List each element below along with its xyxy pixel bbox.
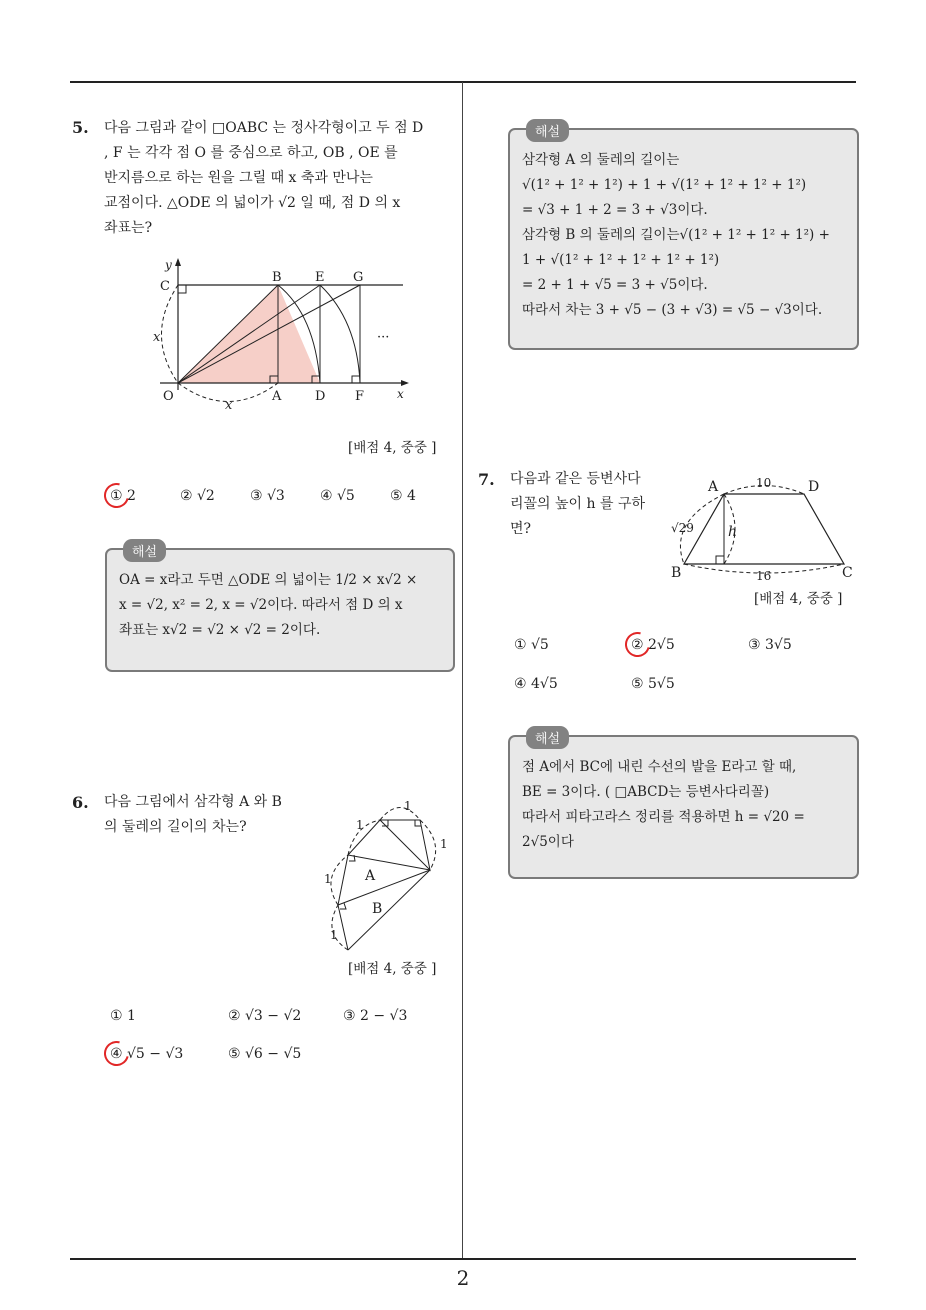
q7-solution-box <box>508 732 859 879</box>
q7-fig-a: A <box>708 479 719 495</box>
q5-fig-c: C <box>160 279 170 294</box>
q5-text <box>104 116 454 241</box>
q7-fig-d: D <box>808 479 820 495</box>
column-divider <box>462 82 463 1260</box>
solution-line: 좌표는 x√2 = √2 × √2 = 2이다. <box>119 622 321 638</box>
q6-choice-2[interactable]: ② √3 − √2 <box>228 1008 302 1024</box>
q6-line: 다음 그림에서 삼각형 A 와 B <box>104 794 282 810</box>
q6-fig-one: 1 <box>356 818 364 832</box>
solution-line: 1 + √(1² + 1² + 1² + 1² + 1²) <box>522 252 720 268</box>
q5-fig-x-axis: x <box>397 387 404 401</box>
q5-line: 좌표는? <box>104 220 153 236</box>
q5-choice-3[interactable]: ③ √3 <box>250 488 285 504</box>
q7-line: 리꼴의 높이 h 를 구하 <box>510 496 646 512</box>
q5-solution-text <box>119 568 449 643</box>
q6-fig-b: B <box>372 901 383 917</box>
q7-choice-5[interactable]: ⑤ 5√5 <box>631 676 675 692</box>
answer-mark <box>99 478 133 512</box>
q7-text <box>510 467 660 542</box>
q6-fig-one: 1 <box>440 837 448 851</box>
q6-score: [배점 4, 중중 ] <box>348 961 437 977</box>
q6-number: 6. <box>72 793 89 812</box>
solution-line: 따라서 차는 3 + √5 − (3 + √3) = √5 − √3이다. <box>522 302 823 318</box>
q5-fig-y: y <box>165 258 172 272</box>
solution-line: = √3 + 1 + 2 = 3 + √3이다. <box>522 202 708 218</box>
q7-choice-4[interactable]: ④ 4√5 <box>514 676 558 692</box>
q7-score: [배점 4, 중중 ] <box>754 591 843 607</box>
q5-fig-d: D <box>315 389 326 404</box>
answer-mark <box>620 627 654 661</box>
q6-line: 의 둘레의 길이의 차는? <box>104 819 247 835</box>
solution-line: x = √2, x² = 2, x = √2이다. 따라서 점 D 의 x <box>119 597 403 613</box>
q7-line: 면? <box>510 521 532 537</box>
q7-fig-side: √29 <box>671 521 694 535</box>
q5-fig-side-x: x <box>153 330 161 345</box>
q6-choice-1[interactable]: ① 1 <box>110 1008 136 1024</box>
q7-fig-h: h <box>728 524 738 540</box>
q6-fig-one: 1 <box>330 928 338 942</box>
q7-fig-top: 10 <box>756 476 772 490</box>
q5-figure <box>145 255 415 415</box>
q5-choice-1[interactable]: ① 2 <box>110 488 136 504</box>
q6-solution-text <box>522 148 852 323</box>
q6-choice-3[interactable]: ③ 2 − √3 <box>343 1008 408 1024</box>
q5-solution-box <box>105 545 455 672</box>
bottom-rule <box>70 1258 856 1260</box>
q7-fig-b: B <box>671 565 682 581</box>
q6-text <box>104 790 334 840</box>
q7-fig-bottom: 16 <box>756 569 772 583</box>
q5-fig-bottom-x: x <box>225 398 233 413</box>
q6-solution-box <box>508 125 859 350</box>
solution-line: √(1² + 1² + 1²) + 1 + √(1² + 1² + 1² + 1²) <box>522 177 807 193</box>
q6-fig-a: A <box>365 868 376 884</box>
q5-fig-g: G <box>353 270 364 285</box>
q5-line: 다음 그림과 같이 □OABC 는 정사각형이고 두 점 D <box>104 120 424 136</box>
solution-line: 삼각형 B 의 둘레의 길이는√(1² + 1² + 1² + 1²) + <box>522 227 830 243</box>
solution-line: 점 A에서 BC에 내린 수선의 발을 E라고 할 때, <box>522 759 797 775</box>
q5-choice-2[interactable]: ② √2 <box>180 488 215 504</box>
solution-tag: 해설 <box>526 726 569 749</box>
solution-line: OA = x라고 두면 △ODE 의 넓이는 1/2 × x√2 × <box>119 572 418 588</box>
q6-choice-4[interactable]: ④ √5 − √3 <box>110 1046 184 1062</box>
q7-choice-3[interactable]: ③ 3√5 <box>748 637 792 653</box>
top-rule <box>70 81 856 83</box>
page-number: 2 <box>456 1266 470 1290</box>
q6-choice-5[interactable]: ⑤ √6 − √5 <box>228 1046 302 1062</box>
q6-fig-one: 1 <box>404 799 412 813</box>
q7-solution-text <box>522 755 852 855</box>
solution-line: 따라서 피타고라스 정리를 적용하면 h = √20 = <box>522 809 805 825</box>
solution-tag: 해설 <box>123 539 166 562</box>
q7-choice-2[interactable]: ② 2√5 <box>631 637 675 653</box>
answer-mark <box>99 1036 133 1070</box>
solution-line: 삼각형 A 의 둘레의 길이는 <box>522 152 680 168</box>
q7-number: 7. <box>478 470 495 489</box>
q6-figure <box>320 795 455 960</box>
q7-fig-c: C <box>842 565 853 581</box>
q7-choice-1[interactable]: ① √5 <box>514 637 549 653</box>
solution-line: 2√5이다 <box>522 834 574 850</box>
q5-line: 반지름으로 하는 원을 그릴 때 x 축과 만나는 <box>104 170 373 186</box>
q5-fig-a: A <box>272 389 282 404</box>
q5-fig-dots: ··· <box>377 330 390 345</box>
q5-fig-o: O <box>163 389 174 404</box>
q6-fig-one: 1 <box>324 872 332 886</box>
q5-line: , F 는 각각 점 O 를 중심으로 하고, OB , OE 를 <box>104 145 398 161</box>
q5-choice-4[interactable]: ④ √5 <box>320 488 355 504</box>
solution-tag: 해설 <box>526 119 569 142</box>
q5-score: [배점 4, 중중 ] <box>348 440 437 456</box>
q5-line: 교점이다. △ODE 의 넓이가 √2 일 때, 점 D 의 x <box>104 195 401 211</box>
solution-line: BE = 3이다. ( □ABCD는 등변사다리꼴) <box>522 784 770 800</box>
q7-line: 다음과 같은 등변사다 <box>510 471 641 487</box>
q5-number: 5. <box>72 118 89 137</box>
q5-fig-b: B <box>272 270 282 285</box>
q7-figure <box>668 472 858 587</box>
q5-choice-5[interactable]: ⑤ 4 <box>390 488 416 504</box>
solution-line: = 2 + 1 + √5 = 3 + √5이다. <box>522 277 708 293</box>
q5-fig-f: F <box>355 389 365 404</box>
q5-fig-e: E <box>315 270 325 285</box>
